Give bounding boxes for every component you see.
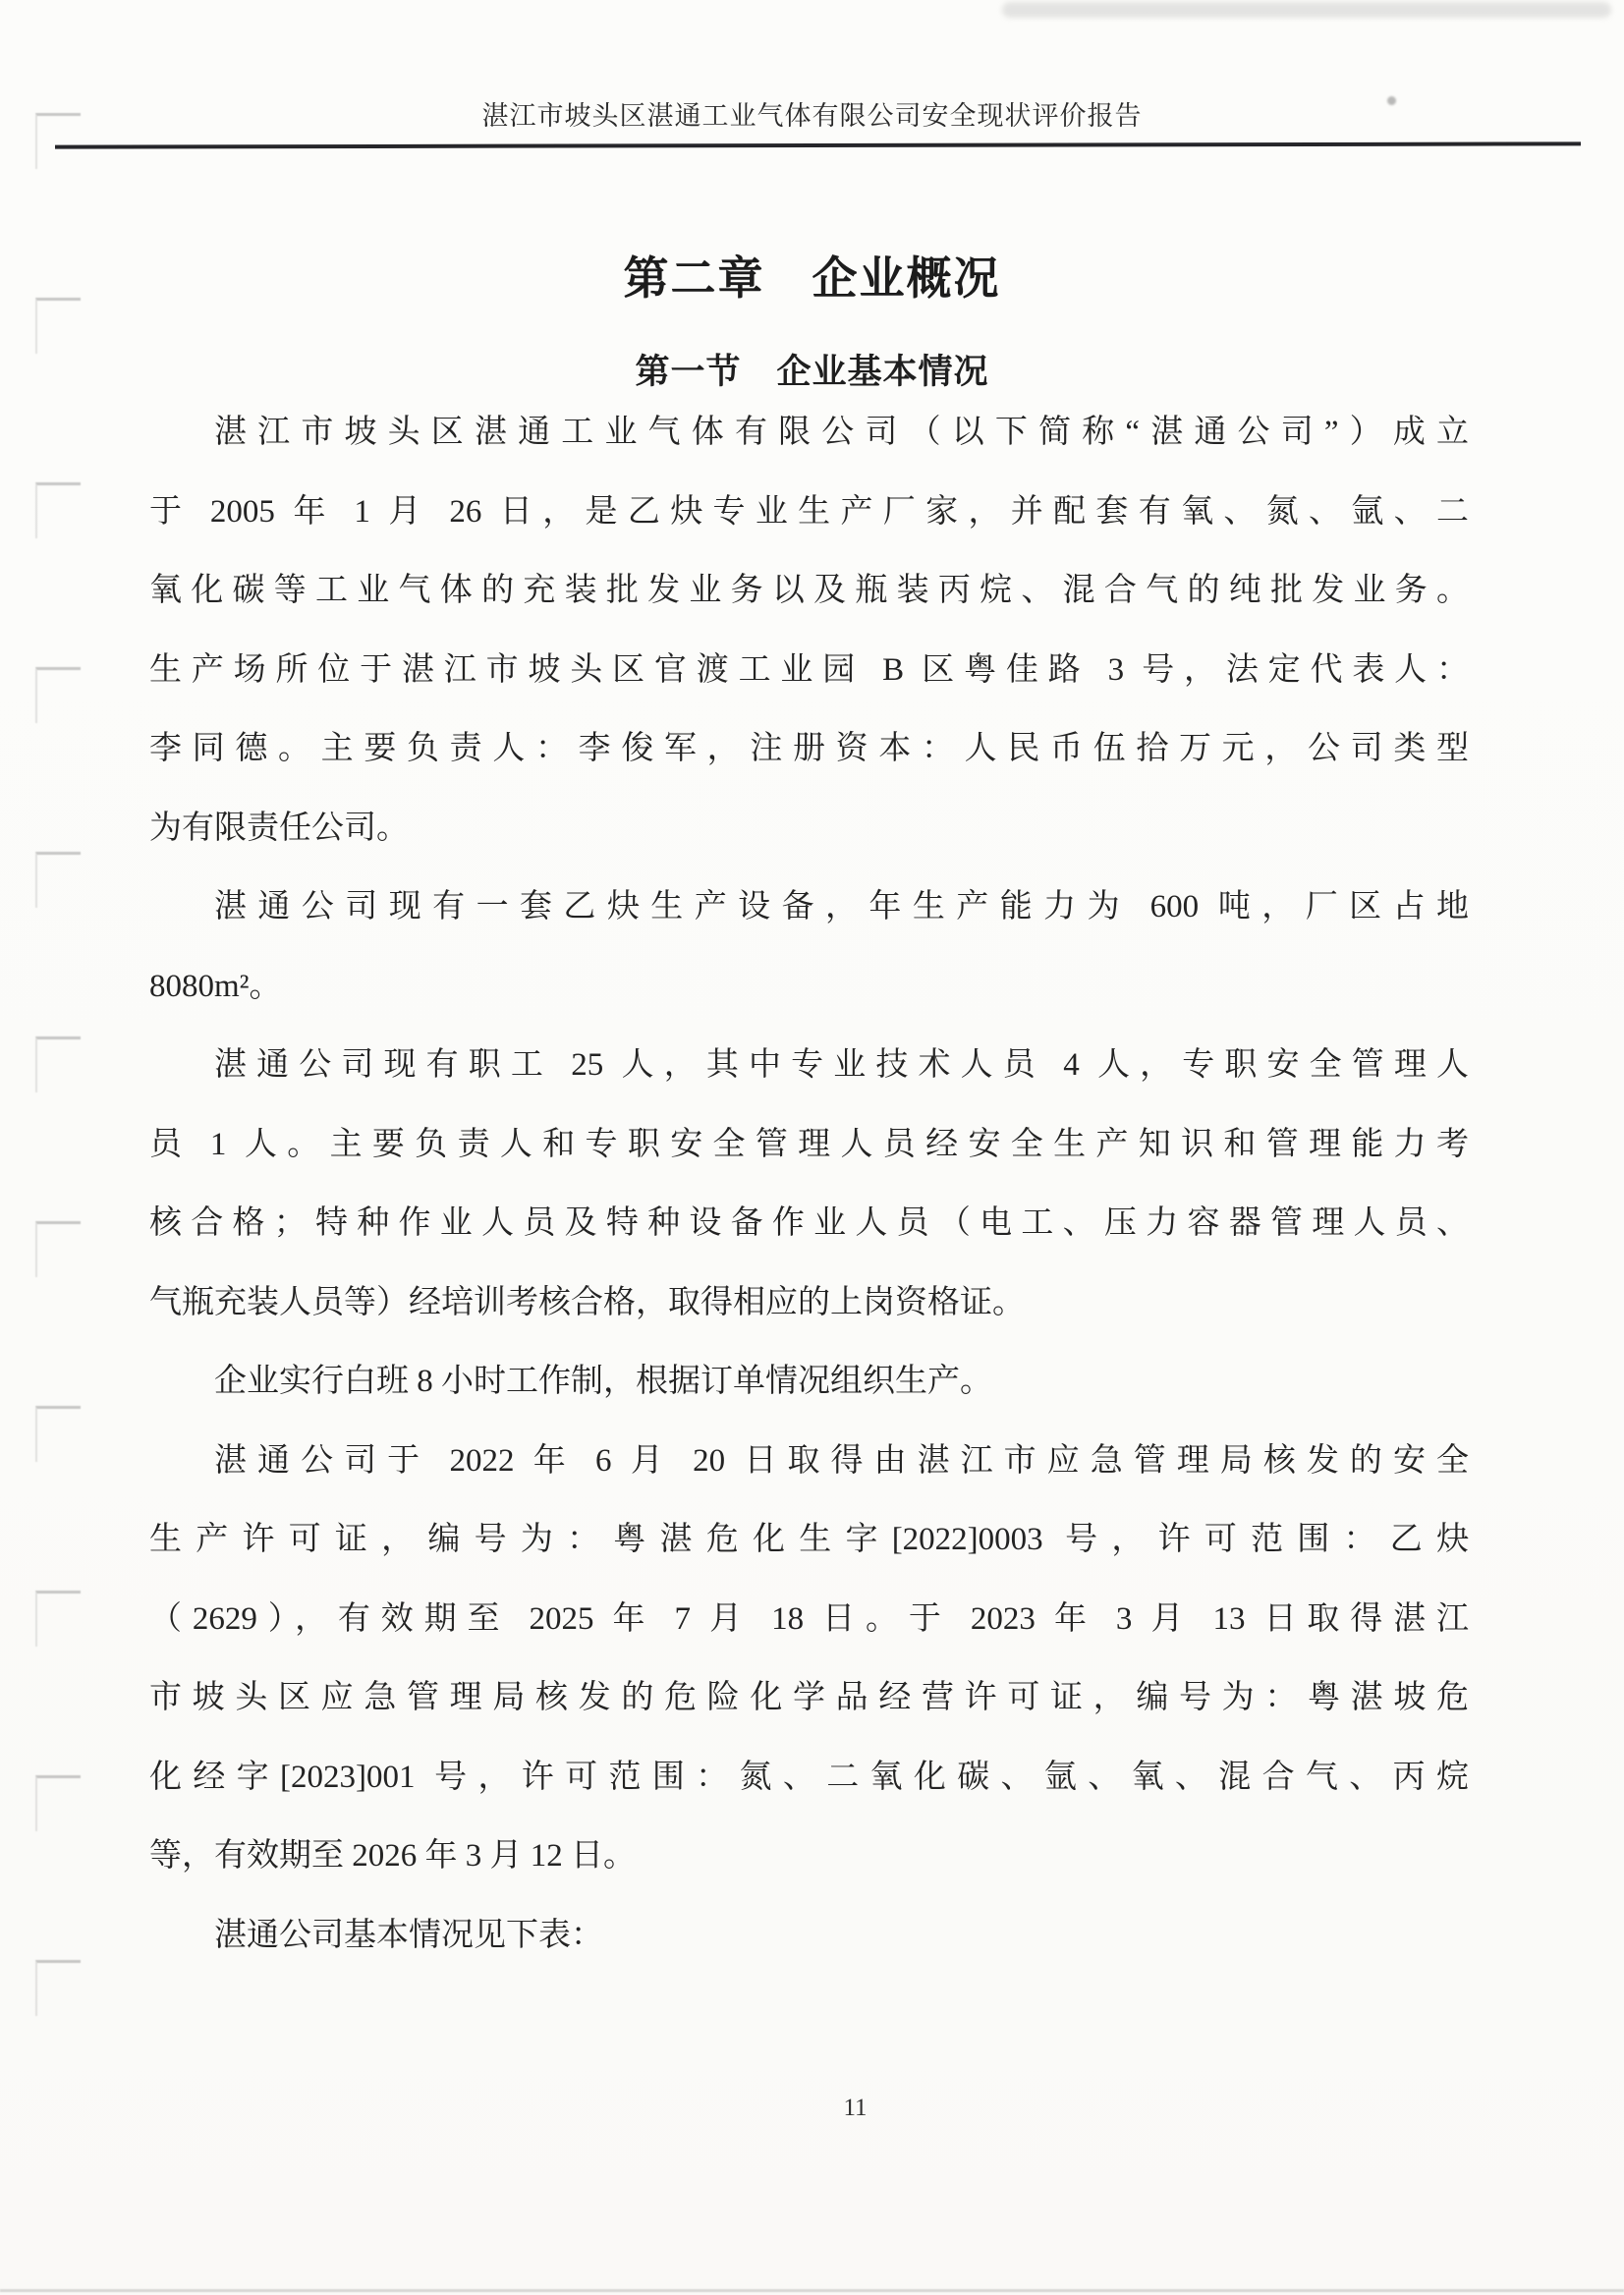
chapter-heading: 第二章 企业概况 — [623, 252, 1001, 304]
body-line: 化经字[2023]001 号，许可范围：氮、二氧化碳、氩、氧、混合气、丙烷 — [149, 1759, 1469, 1795]
body-line: 为有限责任公司。 — [149, 810, 409, 846]
body-line: 湛通公司基本情况见下表： — [214, 1917, 603, 1953]
body-line: 于 2005 年 1 月 26 日，是乙炔专业生产厂家，并配套有氧、氮、氩、二 — [149, 493, 1469, 530]
scan-bracket-artifact — [35, 1406, 81, 1462]
body-line: 企业实行白班 8 小时工作制，根据订单情况组织生产。 — [214, 1364, 992, 1399]
body-line: 湛通公司于 2022 年 6 月 20 日取得由湛江市应急管理局核发的安全 — [214, 1442, 1469, 1479]
header-rule — [55, 141, 1581, 148]
body-line: 湛通公司现有职工 25 人，其中专业技术人员 4 人，专职安全管理人 — [214, 1047, 1469, 1083]
scan-bracket-artifact — [35, 1036, 81, 1092]
scan-bracket-artifact — [35, 1775, 81, 1831]
body-text — [149, 393, 1469, 1975]
body-line: 等，有效期至 2026 年 3 月 12 日。 — [149, 1838, 636, 1874]
scan-bracket-artifact — [35, 852, 81, 908]
body-line: 李同德。主要负责人：李俊军，注册资本：人民币伍拾万元，公司类型 — [149, 731, 1469, 766]
section-heading: 第一节 企业基本情况 — [635, 353, 989, 392]
body-line: 气瓶充装人员等）经培训考核合格，取得相应的上岗资格证。 — [149, 1284, 1025, 1320]
scan-bracket-artifact — [35, 482, 81, 538]
body-line: 8080m²。 — [149, 968, 282, 1004]
scan-bracket-artifact — [35, 1960, 81, 2016]
body-line: 湛通公司现有一套乙炔生产设备，年生产能力为 600 吨，厂区占地 — [214, 889, 1469, 924]
body-line: 生产场所位于湛江市坡头区官渡工业园 B 区粤佳路 3 号，法定代表人： — [149, 651, 1469, 688]
scan-bracket-artifact — [35, 1591, 81, 1647]
scan-bracket-artifact — [35, 667, 81, 723]
scan-bracket-artifact — [35, 1221, 81, 1277]
body-line: 核合格；特种作业人员及特种设备作业人员（电工、压力容器管理人员、 — [149, 1205, 1469, 1241]
running-header: 湛江市坡头区湛通工业气体有限公司安全现状评价报告 — [481, 101, 1143, 131]
scan-smudge-artifact — [1002, 2, 1611, 18]
body-line: 生产许可证，编号为：粤湛危化生字[2022]0003 号，许可范围：乙炔 — [149, 1522, 1469, 1557]
body-line: 氧化碳等工业气体的充装批发业务以及瓶装丙烷、混合气的纯批发业务。 — [149, 573, 1469, 608]
page-number: 11 — [843, 2095, 868, 2121]
body-line: 员 1 人。主要负责人和专职安全管理人员经安全生产知识和管理能力考 — [149, 1126, 1469, 1162]
body-line: （2629），有效期至 2025 年 7 月 18 日。于 2023 年 3 月 13 日取得湛江 — [149, 1600, 1469, 1637]
scan-bottom-edge-artifact — [0, 2289, 1624, 2292]
body-line: 市坡头区应急管理局核发的危险化学品经营许可证，编号为：粤湛坡危 — [149, 1680, 1469, 1715]
body-line: 湛江市坡头区湛通工业气体有限公司（以下简称“湛通公司”）成立 — [214, 415, 1469, 450]
